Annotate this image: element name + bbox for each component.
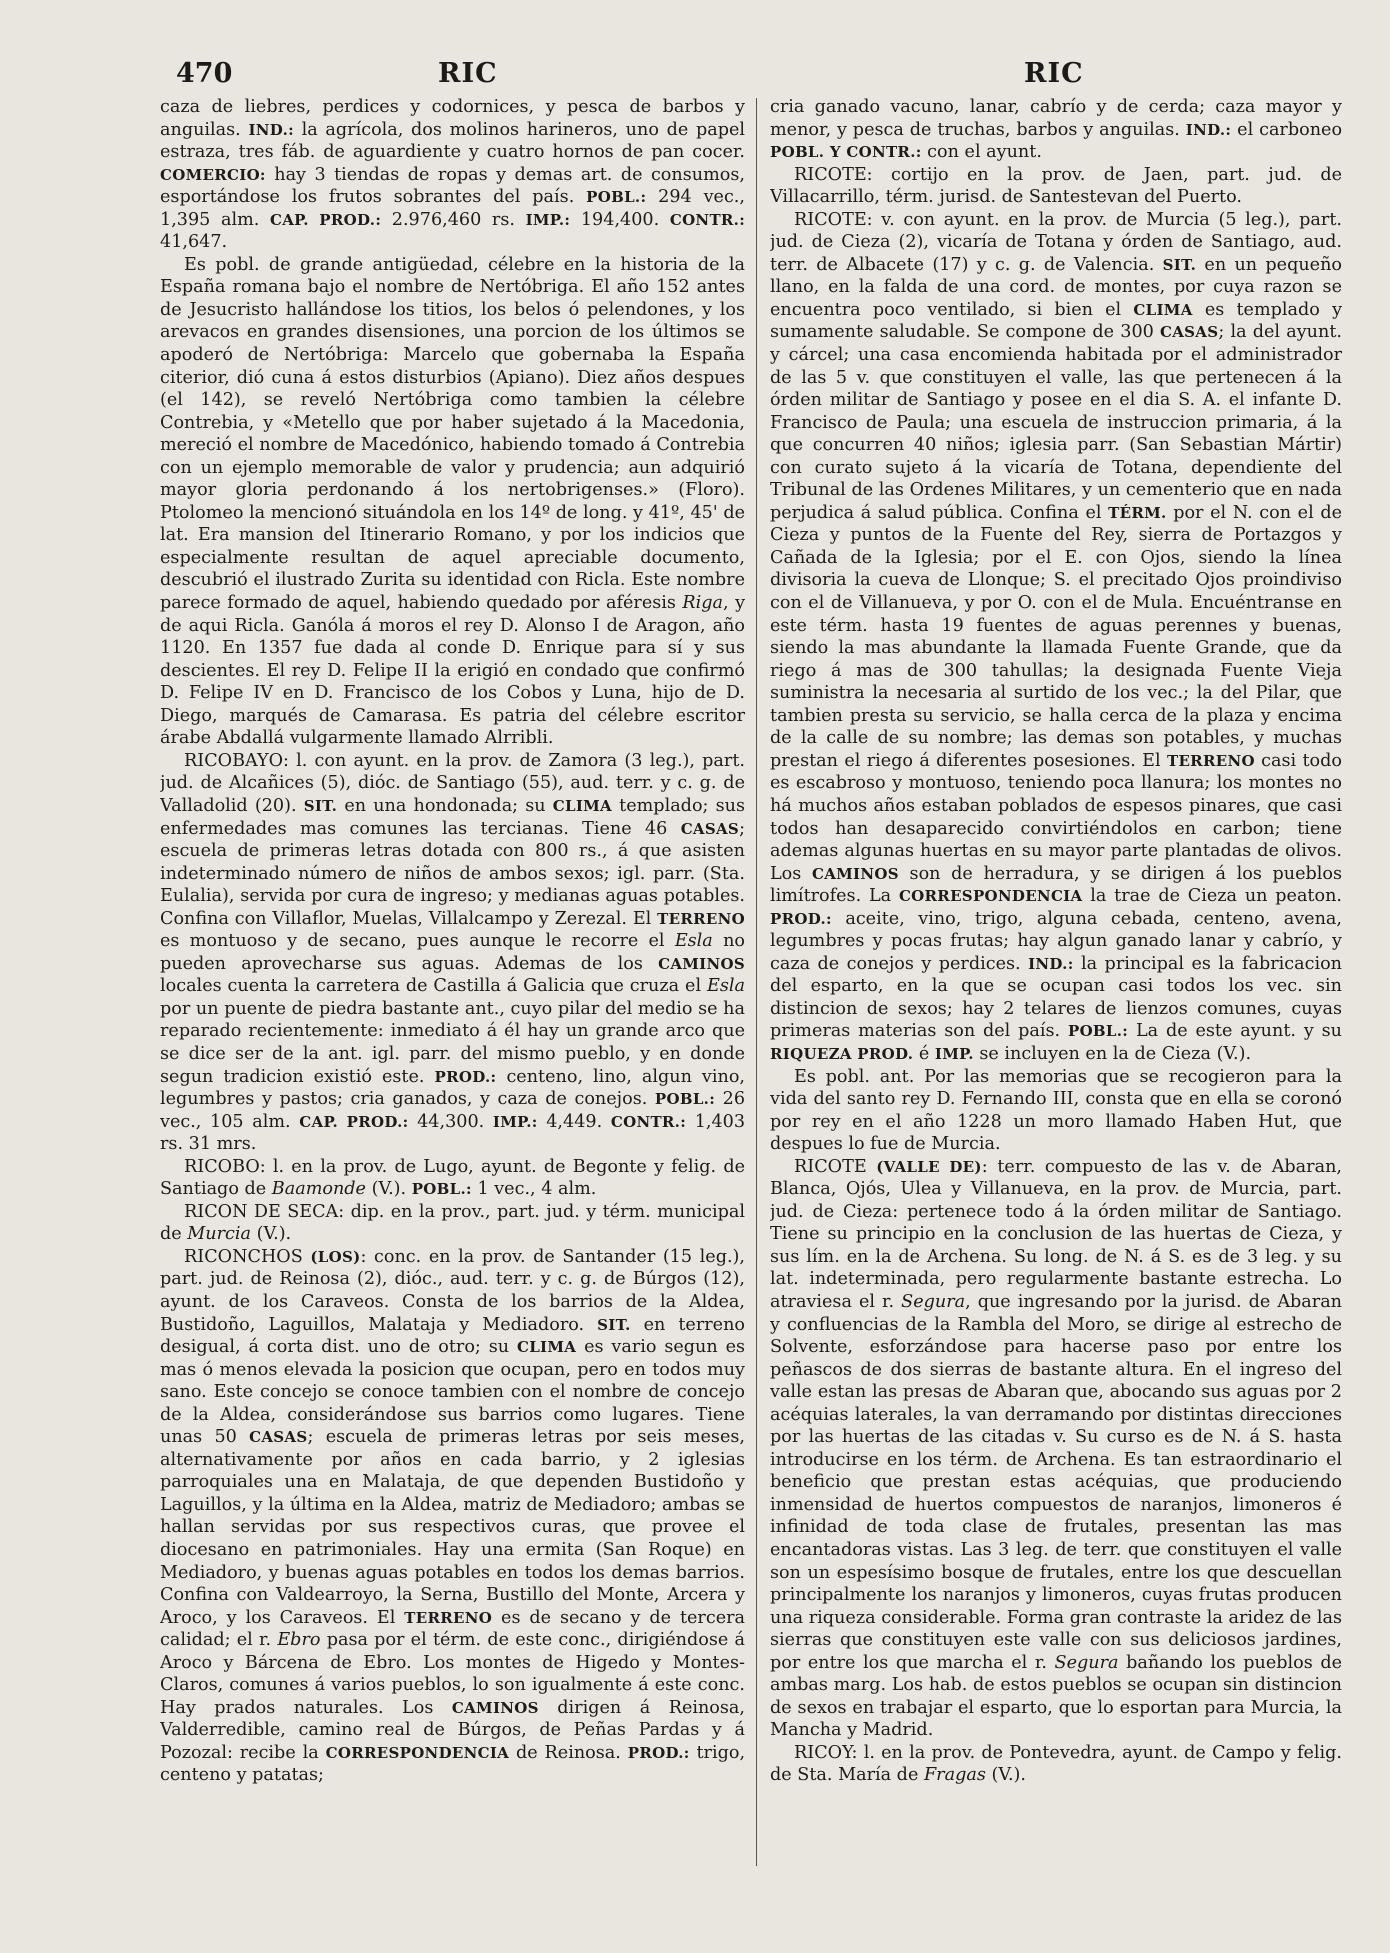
text-run: Es pobl. de grande antigüedad, célebre en la historia de la España romana bajo el nombre de Nertóbriga. El año 152 antes de Jesucristo hallándose los titios, los belos ó pelendones, y los arevacos en grandes disensiones, una porcion de los últimos se apoderó de Nertóbriga: Marcelo que gobernaba la España citerior, dió cuna á estos disturbios (Apiano). Diez años despues (el 142), se reveló Nertóbriga como tambien la célebre Contrebia, y «Metello que por haber sujetado á la Macedonia, mereció el nombre de Macedónico, habiendo tomado á Contrebia con un ejemplo memorable de valor y prudencia; aun adquirió mayor gloria perdonando á los nertobrigenses.» (Floro). Ptolomeo la mencionó situándola en los 14º de long. y 41º, 45' de lat. Era mansion del Itinerario Romano, y por los indicios que especialmente resultan de aquel apreciable documento, descubrió el ilustrado Zurita su identidad con Ricla. Este nombre parece formado de aquel, habiendo quedado por aféresis	[160, 254, 745, 614]
text-run: 26 vec., 105 alm.	[160, 1089, 745, 1132]
text-run: aceite, vino, trigo, alguna cebada, centeno, avena, legumbres y pocas frutas; hay algun ganado lanar y cabrío, y caza de conejos y perdices.	[770, 908, 1342, 974]
text-run: Es pobl. ant. Por las memorias que se recogieron para la vida del santo rey D. Fernando III, consta que en ella se coronó por rey en el año 1228 un moro llamado Haben Hut, que despues lo fue de Murcia.	[770, 1066, 1342, 1155]
field-label: CORRESPONDENCIA	[898, 887, 1083, 906]
text-run: pasa por el térm. de este conc., dirigiéndose á Aroco y Bárcena de Ebro. Los montes de Higedo y Montes-Claros, comunes á varios pueblos, lo son igualmente á este conc. Hay prados naturales. Los	[160, 1630, 745, 1718]
entry-riconchos	[160, 1246, 745, 1787]
text-run: locales cuenta la carretera de Castilla á Galicia que cruza el	[160, 976, 702, 997]
field-label: CAP. PROD.:	[269, 210, 382, 229]
text-run: La de este ayunt. y su	[1135, 1021, 1342, 1042]
field-label: POBL.:	[586, 188, 647, 207]
text-run: la agrícola, dos molinos harineros, uno de papel estraza, tres fáb. de aguardiente y cuatro hornos de pan cocer.	[160, 119, 745, 163]
entry-headword: RICOTE	[794, 1156, 867, 1177]
text-run: : v. con ayunt. en la prov. de Murcia (5 leg.), part. jud. de Cieza (2), vicaría de Totana y órden de Santiago, aud. terr. de Albacete (17) y c. g. de Valencia.	[770, 209, 1342, 275]
text-run: cria ganado vacuno, lanar, cabrío y de cerda; caza mayor y menor, y pesca de truchas, barbos y anguilas.	[770, 97, 1342, 140]
text-run: : dip. en la prov., part. jud. y térm. municipal de	[160, 1201, 745, 1245]
text-run: 194,400.	[580, 209, 660, 230]
field-label: CORRESPONDENCIA	[325, 1743, 510, 1762]
history-paragraph	[770, 1066, 1342, 1156]
field-label: POBL.:	[1067, 1022, 1129, 1041]
italic-term: Segura	[901, 1291, 966, 1312]
text-run: , y de aqui Ricla. Ganóla á moros el rey D. Alonso I de Aragon, año 1120. En 1357 fue dada al conde D. Enrique para sí y sus descientes. El rey D. Felipe II la erigió en condado que confirmó D. Felipe IV en D. Francisco de los Cobos y Luna, hijo de D. Diego, marqués de Camarasa. Es patria del célebre escritor árabe Abdallá vulgarmente llamado Alrribli.	[160, 593, 745, 749]
text-run: casi todo es escabroso y montuoso, teniendo poca llanura; los montes no há muchos años estaban poblados de espesos pinares, que casi todos han desaparecido convirtiéndolos en carbon; tiene ademas algunas huertas en su mayor parte plantadas de olivos. Los	[770, 750, 1342, 884]
text-run: : terr. compuesto de las v. de Abaran, Blanca, Ojós, Ulea y Villanueva, en la prov. de Murcia, part. jud. de Cieza: pertenece todo á la órden militar de Santiago. Tiene su principio en la conclusion de las huertas de Cieza, y sus lím. en la de Archena. Su long. de N. á S. es de 3 leg. y su lat. indeterminada, pero regularmente bastante estrecha. Lo atraviesa el r.	[770, 1156, 1342, 1312]
text-run: de Reinosa.	[516, 1742, 621, 1763]
field-label: IND.:	[1028, 954, 1074, 973]
entry-headword: RICOTE	[794, 209, 867, 230]
entry-continuation	[770, 96, 1342, 164]
text-run: trigo, centeno y patatas;	[160, 1742, 745, 1786]
text-run: : l. en la prov. de Lugo, ayunt. de Begonte y felig. de Santiago de	[160, 1156, 745, 1200]
italic-term: Ebro	[277, 1630, 321, 1651]
left-column	[160, 96, 745, 1858]
text-run: caza de liebres, perdices y codornices, y pesca de barbos y anguilas.	[160, 97, 745, 140]
text-run: por un puente de piedra bastante ant., cuyo pilar del medio se ha reparado recientemente: inmediato á él hay un grande arco que se dice ser de la ant. igl. parr. del mismo pueblo, y en donde segun tradicion existió este.	[160, 998, 745, 1087]
field-label: POBL.:	[411, 1180, 472, 1199]
field-label: CASAS	[1160, 323, 1219, 342]
text-run: 1 vec., 4 alm.	[477, 1179, 597, 1200]
field-label: IND.:	[1185, 120, 1232, 139]
text-run: son de herradura, y se dirigen á los pueblos limítrofes. La	[770, 863, 1342, 907]
text-run: ; escuela de primeras letras por seis meses, alternativamente por años en cada barrio, y 2 iglesias parroquiales una en Malataja, de que dependen Bustidoño y Laguillos, y la última en la Aldea, matriz de Mediadoro; ambas se hallan servidas por sus respectivos curas, que provee el diocesano en patrimoniales. Hay una ermita (San Roque) en Mediadoro, y buenas aguas potables en todos los demas barrios. Confina con Valdearroyo, la Serna, Bustillo del Monte, Arcera y Aroco, y los Caraveos. El	[160, 1427, 745, 1628]
text-run: , que ingresando por la jurisd. de Abaran y confluencias de la Rambla del Moro, se dirige al estrecho de Solvente, esforzándose para hacerse paso por entre los peñascos de dos sierras de bastante altura. En el ingreso del valle estan las presas de Abaran que, abocando sus aguas por 2 acéquias laterales, la van derramando por distintas direcciones por las huertas de las citadas v. Su curso es de N. á S. hasta introducirse en los térm. de Archena. Es tan estraordinario el beneficio que prestan estas acéquias, que produciendo inmensidad de huertos compuestos de naranjos, limoneros é infinidad de toda clase de frutales, presentan las mas encantadoras vistas. Las 3 leg. de terr. que constituyen el valle son un espesísimo bosque de frutales, entre los que descuellan principalmente los naranjos y limoneros, cuyas frutas producen una riqueza considerable. Forma gran contraste la aridez de las sierras que constituyen este valle con sus deliciosos jardines, por entre los que marcha el r.	[770, 1291, 1342, 1673]
field-label: CONTR.:	[610, 1112, 687, 1131]
entry-continuation	[160, 96, 745, 254]
page-header	[176, 58, 1336, 98]
history-paragraph	[160, 254, 745, 750]
field-label: CAMINOS	[658, 954, 745, 973]
field-label: CAMINOS	[451, 1698, 539, 1717]
entry-ricoy	[770, 1742, 1342, 1787]
text-run: 41,647.	[160, 232, 228, 253]
italic-term: Esla	[674, 931, 713, 952]
right-column	[770, 96, 1342, 1858]
text-run: por el N. con el de Cieza y puntos de la Fuente del Rey, sierra de Portazgos y Cañada de la Iglesia; por el E. con Ojos, siendo la línea divisoria la cueva de Llonque; S. el precitado Ojos proindiviso con el de Villanueva, y por O. con el de Mula. Encuéntranse en este térm. hasta 19 fuentes de aguas perennes y buenas, siendo la mas abundante la llamada Fuente Grande, que da riego á mas de 300 tahullas; la designada Fuente Vieja suministra la necesaria al surtido de los vec.; la del Pilar, que tambien presta su servicio, se halla cerca de la plaza y encima de la calle de su nombre; las demas son potables, y muchas prestan el riego á diferentes posesiones. El	[770, 502, 1342, 771]
text-run: (V.).	[256, 1224, 292, 1245]
text-run: (V.).	[991, 1765, 1026, 1786]
entry-ricote-villa	[770, 209, 1342, 1066]
field-label: SIT.	[597, 1315, 631, 1334]
text-run: 4,449.	[546, 1111, 603, 1132]
text-run: en un pequeño llano, en la falda de una cord. de montes, por cuya razon se encuentra poco ventilado, si bien el	[770, 254, 1342, 320]
field-label: CLIMA	[552, 796, 612, 815]
text-run: la trae de Cieza un peaton.	[1090, 886, 1342, 907]
text-run: ; escuela de primeras letras dotada con 800 rs., á que asisten indeterminado número de niños de ambos sexos; igl. parr. (Sta. Eulalia), servida por cura de ingreso; y medianas aguas potables. Confina con Villaflor, Muelas, Villalcampo y Zerezal. El	[160, 818, 745, 929]
running-head-right: RIC	[1024, 58, 1084, 89]
field-label: CAMINOS	[811, 864, 899, 883]
text-run: é	[918, 1043, 930, 1064]
text-run: es templado y sumamente saludable. Se compone de 300	[770, 299, 1342, 343]
italic-term: Baamonde	[271, 1179, 366, 1200]
field-label: CASAS	[249, 1428, 308, 1447]
entry-headword: RICOBAYO	[184, 750, 284, 771]
field-label: (LOS)	[310, 1247, 361, 1266]
text-run: : conc. en la prov. de Santander (15 leg.), part. jud. de Reinosa (2), dióc., aud. terr. y c. g. de Búrgos (12), ayunt. de los Caraveos. Consta de los barrios de la Aldea, Bustidoño, Laguillos, Malataja y Mediadoro.	[160, 1246, 745, 1335]
entry-headword: RICONCHOS	[184, 1246, 303, 1267]
text-run: se incluyen en la de Cieza (V.).	[979, 1043, 1252, 1064]
text-run: 1,403 rs. 31 mrs.	[160, 1111, 745, 1155]
field-label: IMP.:	[492, 1112, 538, 1131]
text-run: es de secano y de tercera calidad; el r.	[160, 1607, 745, 1651]
field-label: TERRENO	[657, 909, 745, 928]
italic-term: Murcia	[187, 1224, 252, 1245]
text-run: ; la del ayunt. y cárcel; una casa encomienda habitada por el administrador de las 5 v. que constituyen el valle, las que pertenecen á la órden militar de Santiago y posee en el dia S. A. el infante D. Francisco de Paula; una escuela de instruccion primaria, á la que concurren 40 niños; iglesia parr. (San Sebastian Mártir) con curato sujeto á la vicaría de Totana, dependiente del Tribunal de las Ordenes Militares, y un cementerio que en nada perjudica á salud pública. Confina el	[770, 322, 1342, 523]
italic-term: Riga	[682, 593, 724, 614]
text-run: es vario segun es mas ó menos elevada la posicion que ocupan, pero en todos muy sano. Este concejo se conoce tambien con el nombre de concejo de la Aldea, considerándose sus barrios como lugares. Tiene unas 50	[160, 1337, 745, 1448]
text-run: 44,300.	[417, 1111, 485, 1132]
italic-term: Fragas	[923, 1765, 986, 1786]
entry-headword: RICOBO	[184, 1156, 260, 1177]
text-run: : l. con ayunt. en la prov. de Zamora (3 leg.), part. jud. de Alcañices (5), dióc. de Santiago (55), aud. terr. y c. g. de Valladolid (20).	[160, 750, 745, 816]
text-run: el carboneo	[1237, 119, 1342, 140]
text-run: con el ayunt.	[927, 142, 1042, 163]
text-run: 294 vec., 1,395 alm.	[160, 187, 745, 230]
text-run: : l. en la prov. de Pontevedra, ayunt. de Campo y felig. de Sta. María de	[770, 1742, 1342, 1786]
column-divider	[756, 98, 757, 1866]
entry-ricobo	[160, 1156, 745, 1201]
field-label: PROD.:	[770, 909, 832, 928]
field-label: CONTR.:	[669, 210, 745, 229]
field-label: POBL.:	[654, 1090, 716, 1109]
field-label: POBL. Y CONTR.:	[770, 143, 922, 162]
field-label: CLIMA	[516, 1338, 577, 1357]
field-label: TERRENO	[1166, 751, 1255, 770]
entry-headword: RICOTE	[794, 164, 867, 185]
field-label: IMP.:	[525, 210, 571, 229]
entry-ricobayo	[160, 750, 745, 1156]
field-label: SIT.	[303, 796, 338, 815]
field-label: CAP. PROD.:	[299, 1112, 409, 1131]
italic-term: Segura	[1054, 1652, 1119, 1673]
text-run: en una hondonada; su	[344, 795, 546, 816]
text-run: no pueden aprovecharse sus aguas. Ademas de los	[160, 931, 745, 974]
text-run: es montuoso y de secano, pues aunque le recorre el	[160, 931, 665, 952]
text-run: 2.976,460 rs.	[391, 209, 515, 230]
field-label: CASAS	[680, 819, 740, 838]
text-run: (V.).	[371, 1179, 407, 1200]
page-number: 470	[176, 58, 233, 89]
text-run: la principal es la fabricacion del esparto, en la que se ocupan casi todos los vec. sin distincion de sexos; hay 2 telares de lienzos comunes, cuyas primeras materias son del país.	[770, 953, 1342, 1042]
text-run: hay 3 tiendas de ropas y demas art. de consumos, esportándose los frutos sobrantes del país.	[160, 164, 745, 208]
text-run: centeno, lino, algun vino, legumbres y pastos; cria ganados, y caza de conejos.	[160, 1066, 745, 1110]
entry-ricote-valle	[770, 1156, 1342, 1742]
running-head-left: RIC	[438, 58, 498, 89]
italic-term: Esla	[707, 976, 745, 997]
text-run: bañando los pueblos de ambas marg. Los hab. de estos pueblos se ocupan sin distincion de sexos en trabajar el esparto, que lo esportan para Murcia, la Mancha y Madrid.	[770, 1652, 1342, 1741]
field-label: PROD.:	[434, 1067, 497, 1086]
entry-ricote-cortijo	[770, 164, 1342, 209]
field-label: TÉRM.	[1108, 503, 1167, 522]
field-label: SIT.	[1162, 255, 1197, 274]
field-label: TERRENO	[404, 1608, 493, 1627]
field-label: IMP.	[934, 1044, 974, 1063]
entry-ricon-de-seca	[160, 1201, 745, 1246]
field-label: (VALLE DE)	[876, 1157, 982, 1176]
field-label: RIQUEZA PROD.	[770, 1044, 914, 1063]
text-run: en terreno desigual, á corta dist. uno de otro; su	[160, 1314, 745, 1358]
entry-headword: RICOY	[794, 1742, 852, 1763]
field-label: COMERCIO:	[160, 165, 266, 184]
field-label: CLIMA	[1133, 300, 1193, 319]
text-run: dirigen á Reinosa, Valderredible, camino real de Búrgos, de Peñas Pardas y á Pozozal: recibe la	[160, 1697, 745, 1763]
field-label: IND.:	[248, 120, 294, 139]
entry-headword: RICON DE SECA	[184, 1201, 339, 1222]
field-label: PROD.:	[627, 1743, 690, 1762]
text-run: : cortijo en la prov. de Jaen, part. jud. de Villacarrillo, térm. jurisd. de Santestevan del Puerto.	[770, 164, 1342, 208]
text-run: templado; sus enfermedades mas comunes las tercianas. Tiene 46	[160, 795, 745, 839]
